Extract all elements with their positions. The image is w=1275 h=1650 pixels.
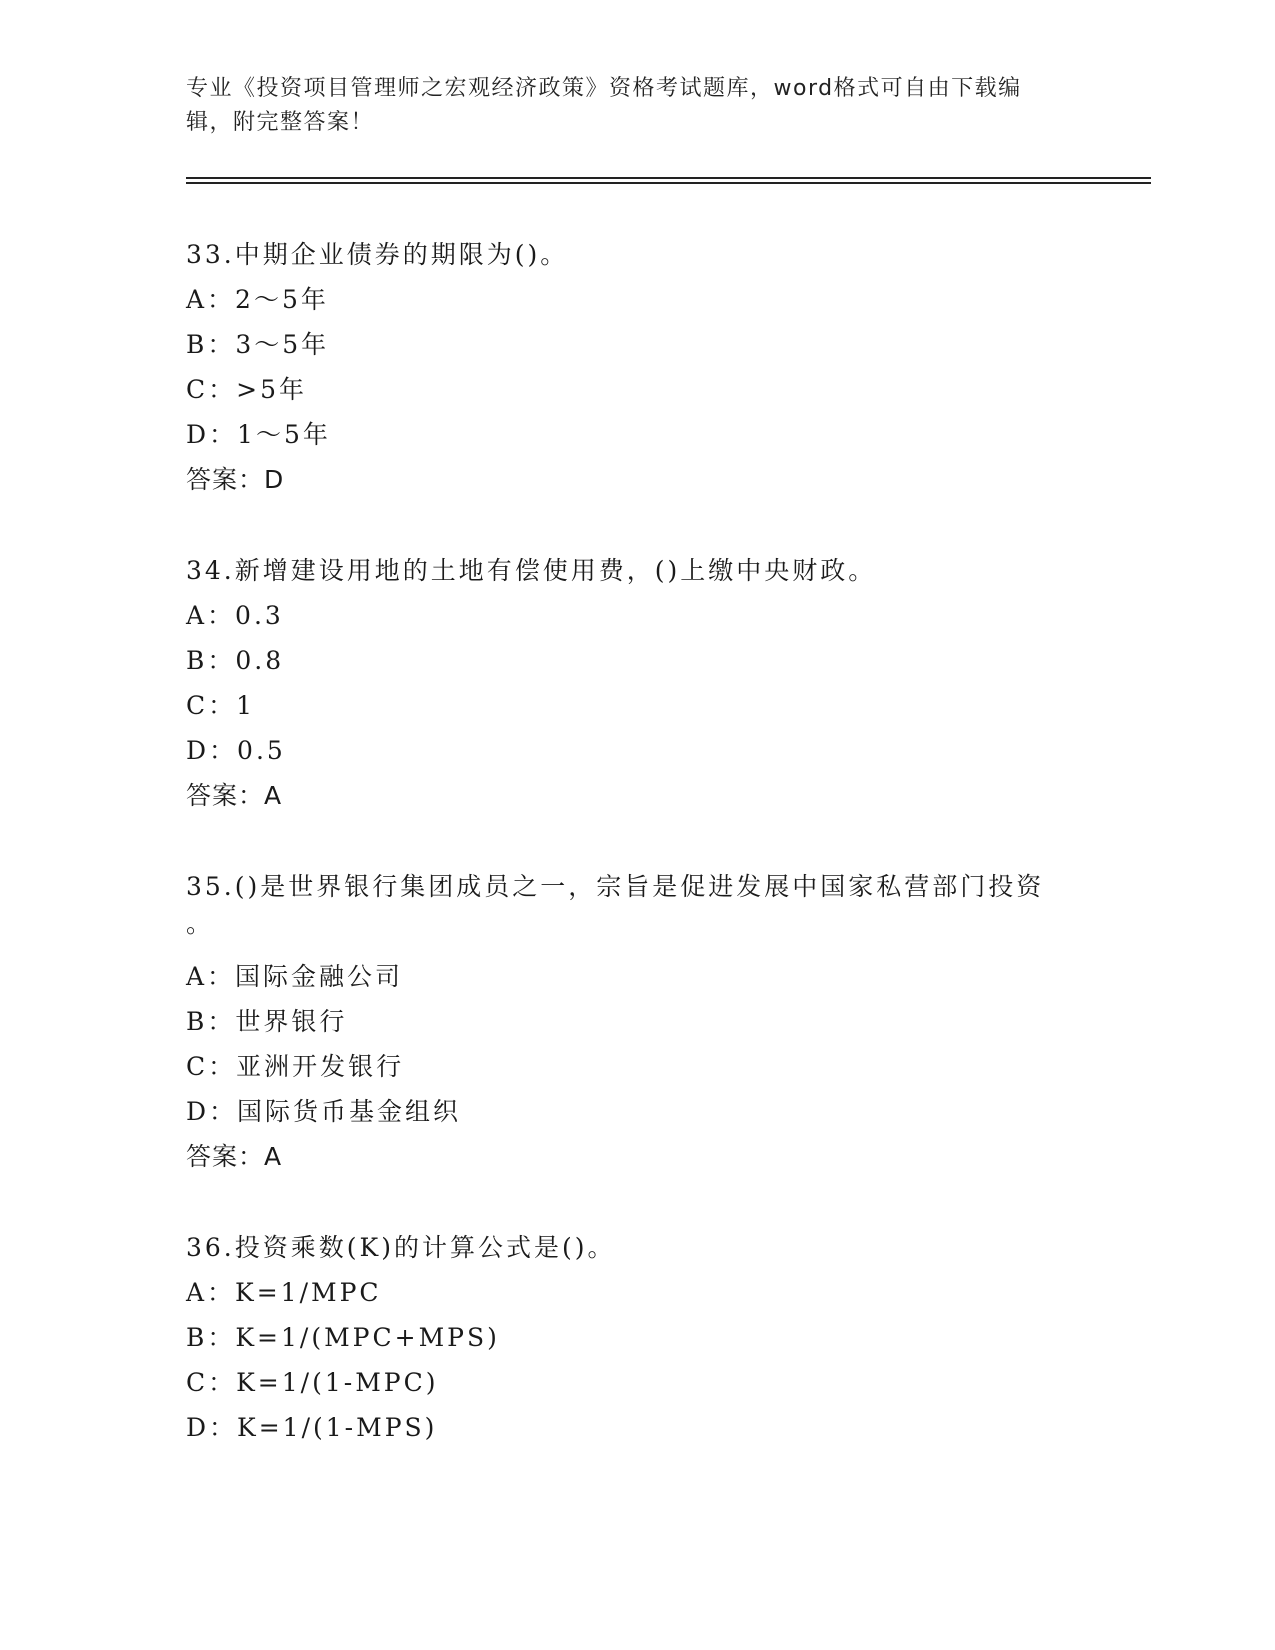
- question-33: [186, 232, 1086, 502]
- option-d: D：0.5: [186, 736, 286, 765]
- option-a: A：K=1/MPC: [186, 1278, 382, 1307]
- question-35: [186, 864, 1086, 1179]
- answer: 答案：A: [186, 1142, 283, 1171]
- answer: 答案：D: [186, 465, 285, 494]
- option-d: D：K=1/(1-MPS): [186, 1413, 438, 1442]
- question-stem: 36.投资乘数(K)的计算公式是()。: [186, 1233, 616, 1262]
- header-divider-bottom: [186, 182, 1151, 184]
- option-c: C：>5年: [186, 375, 307, 404]
- answer: 答案：A: [186, 781, 283, 810]
- question-stem-tail: 。: [186, 909, 215, 938]
- option-b: B：世界银行: [186, 1007, 348, 1036]
- option-a: A：2～5年: [186, 285, 329, 314]
- option-c: C：1: [186, 691, 256, 720]
- option-c: C：亚洲开发银行: [186, 1052, 405, 1081]
- option-b: B：0.8: [186, 646, 285, 675]
- header-line-2: 辑，附完整答案！: [186, 110, 375, 135]
- header-divider-top: [186, 177, 1151, 179]
- option-b: B：K=1/(MPC+MPS): [186, 1323, 500, 1352]
- option-c: C：K=1/(1-MPC): [186, 1368, 439, 1397]
- question-stem: 34.新增建设用地的土地有偿使用费，()上缴中央财政。: [186, 556, 877, 585]
- question-stem: 33.中期企业债券的期限为()。: [186, 240, 569, 269]
- option-a: A：0.3: [186, 601, 284, 630]
- header-line-1: 专业《投资项目管理师之宏观经济政策》资格考试题库，word格式可自由下载编: [186, 76, 1022, 101]
- question-stem: 35.()是世界银行集团成员之一，宗旨是促进发展中国家私营部门投资: [186, 872, 1045, 901]
- question-34: [186, 548, 1086, 818]
- option-a: A：国际金融公司: [186, 962, 404, 991]
- document-header: [186, 72, 1066, 140]
- option-d: D：1～5年: [186, 420, 331, 449]
- option-b: B：3～5年: [186, 330, 330, 359]
- option-d: D：国际货币基金组织: [186, 1097, 462, 1126]
- question-36: [186, 1225, 1086, 1450]
